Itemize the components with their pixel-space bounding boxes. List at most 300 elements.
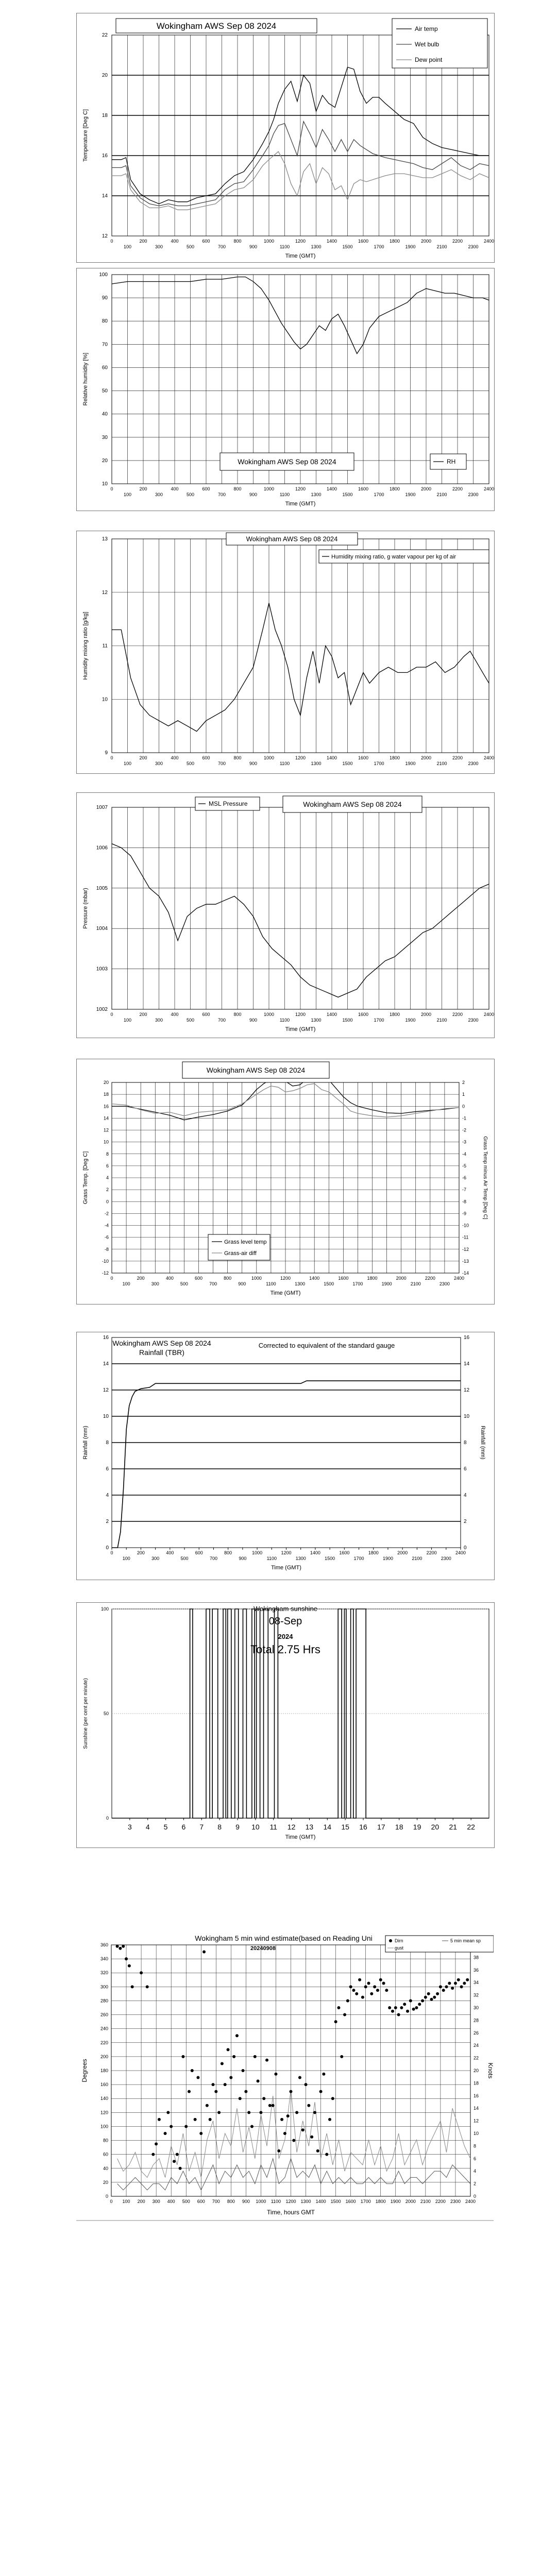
y-tick-label: 1005	[96, 885, 108, 891]
y-axis-label: Pressure (mbar)	[82, 888, 89, 929]
dirn-point	[454, 1982, 457, 1985]
x-tick-label: 1600	[338, 1276, 349, 1281]
x-tick-label: 1900	[405, 244, 416, 249]
x-tick-label: 500	[186, 492, 195, 497]
x-tick-label: 1300	[295, 1281, 306, 1286]
mixing-ratio-chart-svg	[77, 531, 494, 773]
y2-tick-label: 12	[474, 2118, 479, 2124]
x-tick-label: 8	[217, 1823, 222, 1831]
x-tick-label: 2000	[420, 486, 432, 492]
sunshine-total: Total 2.75 Hrs	[250, 1643, 320, 1656]
dirn-point	[391, 2010, 394, 2013]
dirn-point	[439, 1985, 442, 1988]
x-tick-label: 2100	[410, 1281, 421, 1286]
x-tick-label: 900	[249, 244, 258, 249]
y-tick-label: 40	[103, 2165, 108, 2171]
x-tick-label: 2200	[425, 1276, 435, 1281]
x-tick-label: 1700	[374, 492, 384, 497]
x-tick-label: 800	[233, 1012, 242, 1017]
dirn-point	[436, 1992, 439, 1995]
rainfall-chart-svg	[77, 1332, 494, 1580]
x-tick-label: 0	[110, 755, 113, 760]
y-tick-label: 40	[102, 411, 108, 417]
chart-subtitle: Rainfall (TBR)	[139, 1348, 184, 1357]
dirn-point	[140, 1971, 143, 1974]
legend-label: Wet bulb	[415, 41, 439, 48]
x-tick-label: 100	[123, 1018, 132, 1023]
y-tick-label: 20	[103, 1080, 109, 1085]
dirn-point	[262, 2097, 265, 2100]
x-tick-label: 0	[110, 1550, 113, 1555]
y2-tick-label: 12	[464, 1387, 470, 1393]
y2-tick-label: 0	[462, 1104, 465, 1109]
x-tick-label: 1300	[311, 492, 322, 497]
chart-date: 08-Sep	[268, 1616, 302, 1627]
dirn-point	[179, 2167, 182, 2170]
dirn-point	[242, 2069, 245, 2072]
x-tick-label: 1500	[342, 492, 353, 497]
dirn-point	[253, 2055, 257, 2058]
dirn-point	[364, 1985, 367, 1988]
x-axis-label: Time (GMT)	[285, 1834, 316, 1840]
dirn-point	[370, 1992, 373, 1995]
y2-tick-label: 28	[474, 2018, 479, 2023]
x-tick-label: 1000	[256, 2199, 266, 2204]
x-tick-label: 600	[195, 1550, 203, 1555]
y-tick-label: 300	[100, 1984, 108, 1990]
x-tick-label: 2000	[420, 755, 432, 760]
dirn-point	[173, 2160, 176, 2163]
x-tick-label: 600	[202, 755, 210, 760]
y-tick-label: 240	[100, 2026, 108, 2031]
x-tick-label: 500	[186, 1018, 195, 1023]
x-tick-label: 2300	[468, 244, 479, 249]
x-tick-label: 400	[166, 1550, 174, 1555]
dirn-point	[400, 2006, 403, 2009]
y2-tick-label: 14	[464, 1361, 470, 1367]
x-tick-label: 300	[155, 492, 163, 497]
x-tick-label: 500	[180, 1556, 189, 1561]
dirn-point	[221, 2062, 224, 2065]
legend-label: Air temp	[415, 25, 438, 32]
y-tick-label: 200	[100, 2054, 108, 2059]
y2-tick-label: -7	[462, 1187, 467, 1193]
x-tick-label: 1100	[279, 244, 290, 249]
x-tick-label: 18	[395, 1823, 403, 1831]
dirn-point	[305, 2083, 308, 2086]
dirn-point	[227, 2048, 230, 2051]
y-tick-label: 18	[102, 113, 108, 118]
grass-temp-chart-svg	[77, 1059, 494, 1304]
x-tick-label: 800	[227, 2199, 235, 2204]
y-axis-label: Degrees	[81, 2059, 88, 2082]
x-tick-label: 1200	[285, 2199, 296, 2204]
x-tick-label: 900	[249, 761, 258, 766]
dirn-point	[322, 2073, 325, 2076]
x-tick-label: 200	[139, 755, 147, 760]
y-tick-label: 320	[100, 1970, 108, 1976]
x-tick-label: 1600	[358, 486, 369, 492]
y-axis-label: Humidity mixing ratio [g/kg]	[82, 612, 89, 680]
x-tick-label: 20	[431, 1823, 439, 1831]
dirn-point	[352, 1989, 355, 1992]
y2-tick-label: 2	[462, 1080, 465, 1085]
y2-tick-label: 0	[474, 2194, 477, 2199]
dirn-point	[382, 1982, 385, 1985]
y-tick-label: 50	[103, 1711, 109, 1716]
x-tick-label: 1200	[295, 1012, 306, 1017]
dirn-point	[239, 2097, 242, 2100]
x-tick-label: 600	[194, 1276, 203, 1281]
y2-tick-label: -3	[462, 1139, 467, 1145]
x-tick-label: 4	[145, 1823, 150, 1831]
x-tick-label: 12	[287, 1823, 296, 1831]
x-tick-label: 700	[212, 2199, 220, 2204]
y2-tick-label: 8	[474, 2143, 477, 2149]
y-tick-label: 12	[103, 1387, 109, 1393]
x-tick-label: 1500	[330, 2199, 341, 2204]
x-tick-label: 200	[139, 239, 147, 244]
dirn-point	[415, 2006, 418, 2009]
dirn-point	[388, 2006, 391, 2009]
y2-axis-label: Knots	[487, 2062, 494, 2079]
x-tick-label: 1400	[309, 1276, 320, 1281]
x-axis-label: Time (GMT)	[285, 253, 316, 259]
y-tick-label: 1003	[96, 966, 108, 972]
grass-temp-chart	[76, 1059, 495, 1304]
x-tick-label: 1400	[326, 755, 337, 760]
x-tick-label: 1800	[389, 239, 400, 244]
dirn-point	[442, 1989, 445, 1992]
y-tick-label: 9	[105, 750, 108, 756]
mixing-ratio-chart	[76, 531, 495, 774]
dirn-point	[385, 1989, 388, 1992]
x-tick-label: 1000	[263, 1012, 275, 1017]
dirn-point	[184, 2125, 188, 2128]
x-tick-label: 900	[238, 1281, 246, 1286]
dirn-point	[394, 2006, 397, 2009]
x-tick-label: 500	[186, 244, 195, 249]
wind-chart	[76, 1935, 494, 2223]
y2-tick-label: 10	[464, 1414, 470, 1419]
x-tick-label: 2300	[441, 1556, 451, 1561]
y-tick-label: 16	[103, 1104, 109, 1109]
x-tick-label: 0	[110, 239, 113, 244]
legend-label: Grass level temp	[224, 1239, 267, 1245]
y2-tick-label: -2	[462, 1127, 467, 1133]
y-tick-label: 12	[103, 1127, 109, 1133]
x-tick-label: 2400	[465, 2199, 476, 2204]
dirn-point	[343, 2013, 346, 2016]
y2-tick-label: -12	[462, 1246, 469, 1252]
y2-tick-label: 22	[474, 2055, 479, 2061]
x-tick-label: 700	[209, 1556, 217, 1561]
dirn-point	[191, 2069, 194, 2072]
dirn-point	[445, 1985, 448, 1988]
dirn-point	[131, 1985, 134, 1988]
chart-title: Wokingham 5 min wind estimate(based on Reading Uni	[195, 1935, 373, 1942]
x-tick-label: 2100	[436, 1018, 447, 1023]
x-tick-label: 1100	[279, 492, 290, 497]
x-tick-label: 300	[151, 1281, 159, 1286]
legend-label: Dew point	[415, 56, 443, 63]
dirn-point	[349, 1985, 352, 1988]
x-tick-label: 1600	[339, 1550, 350, 1555]
x-tick-label: 2300	[468, 492, 479, 497]
dirn-point	[125, 1957, 128, 1960]
dirn-point	[217, 2111, 221, 2114]
x-tick-label: 1800	[367, 1276, 378, 1281]
y2-tick-label: 20	[474, 2068, 479, 2073]
y-tick-label: 20	[102, 457, 108, 464]
x-axis-label: Time, hours GMT	[267, 2209, 315, 2216]
plot-area	[101, 1606, 489, 1831]
x-tick-label: 600	[202, 1012, 210, 1017]
x-tick-label: 2400	[483, 1012, 494, 1017]
y-tick-label: 12	[102, 589, 108, 596]
x-tick-label: 1600	[358, 1012, 369, 1017]
plot-area	[102, 1078, 469, 1286]
x-tick-label: 2000	[405, 2199, 416, 2204]
dirn-point	[265, 2059, 268, 2062]
y-tick-label: 16	[103, 1335, 109, 1341]
x-tick-label: 500	[180, 1281, 188, 1286]
x-tick-label: 900	[249, 1018, 258, 1023]
y-axis-label: Sunshine (per cent per minute)	[83, 1678, 89, 1749]
chart-title: Wokingham AWS Sep 08 2024	[303, 800, 402, 808]
y-tick-label: -4	[104, 1223, 109, 1228]
y-tick-label: 10	[102, 697, 108, 703]
y2-tick-label: 36	[474, 1967, 479, 1973]
x-tick-label: 1300	[311, 244, 322, 249]
correction-note: Corrected to equivalent of the standard gauge	[258, 1342, 395, 1349]
dirn-point	[202, 1951, 206, 1954]
dirn-point	[463, 1982, 466, 1985]
dirn-point	[328, 2118, 331, 2121]
dirn-point	[146, 1985, 149, 1988]
y2-tick-label: -5	[462, 1163, 467, 1168]
x-tick-label: 300	[151, 1556, 160, 1561]
dirn-point	[331, 2097, 334, 2100]
x-tick-label: 2300	[468, 761, 479, 766]
x-tick-label: 10	[251, 1823, 260, 1831]
y-tick-label: 340	[100, 1956, 108, 1962]
y2-tick-label: 2	[464, 1519, 467, 1524]
dirn-point	[310, 2136, 313, 2139]
x-tick-label: 1100	[279, 1018, 290, 1023]
x-tick-label: 3	[127, 1823, 132, 1831]
x-tick-label: 100	[122, 1281, 130, 1286]
x-tick-label: 300	[155, 1018, 163, 1023]
x-tick-label: 1900	[405, 492, 416, 497]
x-tick-label: 500	[186, 761, 195, 766]
y-tick-label: 70	[102, 342, 108, 348]
y-tick-label: 2	[106, 1187, 109, 1193]
x-tick-label: 1400	[315, 2199, 326, 2204]
y-tick-label: 1004	[96, 926, 108, 932]
x-tick-label: 700	[217, 244, 226, 249]
plot-area	[100, 1942, 479, 2204]
x-tick-label: 2300	[439, 1281, 450, 1286]
x-tick-label: 1900	[381, 1281, 392, 1286]
y-tick-label: -6	[104, 1234, 109, 1240]
x-axis-label: Time (GMT)	[285, 501, 316, 507]
dirn-point	[128, 1964, 131, 1968]
x-tick-label: 1700	[374, 761, 384, 766]
x-tick-label: 13	[305, 1823, 314, 1831]
x-tick-label: 2100	[412, 1556, 422, 1561]
chart-year: 2024	[278, 1633, 293, 1640]
x-tick-label: 2400	[455, 1550, 466, 1555]
x-tick-label: 1400	[326, 486, 337, 492]
y-tick-label: 12	[102, 233, 108, 239]
x-tick-label: 11	[269, 1823, 277, 1831]
y2-tick-label: 30	[474, 2005, 479, 2010]
dirn-point	[274, 2073, 277, 2076]
x-tick-label: 600	[202, 239, 210, 244]
dirn-point	[250, 2125, 253, 2128]
x-tick-label: 2000	[420, 1012, 432, 1017]
y2-tick-label: 32	[474, 1992, 479, 1998]
x-tick-label: 2200	[435, 2199, 446, 2204]
dirn-point	[379, 1978, 382, 1981]
x-tick-label: 1900	[390, 2199, 401, 2204]
x-tick-label: 700	[217, 1018, 226, 1023]
x-tick-label: 400	[171, 239, 179, 244]
dirn-point	[170, 2125, 173, 2128]
y-tick-label: 160	[100, 2082, 108, 2088]
x-tick-label: 1100	[266, 1281, 276, 1286]
dirn-point	[298, 2076, 301, 2079]
dirn-point	[283, 2132, 286, 2135]
y-tick-label: 18	[103, 1092, 109, 1097]
dirn-point	[259, 2111, 262, 2114]
x-tick-label: 700	[217, 492, 226, 497]
x-tick-label: 1600	[345, 2199, 356, 2204]
dirn-point	[430, 1998, 433, 2001]
legend-label: gust	[395, 1945, 404, 1951]
x-tick-label: 2300	[468, 1018, 479, 1023]
pressure-chart	[76, 792, 495, 1038]
dirn-point	[232, 2055, 235, 2058]
x-tick-label: 1600	[358, 239, 369, 244]
y-tick-label: 1002	[96, 1007, 108, 1012]
dirn-point	[355, 1992, 358, 1995]
dirn-point	[319, 2090, 323, 2093]
x-tick-label: 2000	[397, 1550, 408, 1555]
x-tick-label: 0	[110, 1276, 113, 1281]
legend-swatch	[389, 1939, 392, 1942]
x-tick-label: 1900	[405, 1018, 416, 1023]
sunshine-chart	[76, 1602, 495, 1848]
x-tick-label: 1700	[374, 244, 384, 249]
dirn-point	[373, 1985, 376, 1988]
humidity-chart-svg	[77, 268, 494, 511]
dirn-point	[367, 1982, 370, 1985]
temperature-chart-svg	[77, 13, 494, 262]
y-tick-label: 220	[100, 2040, 108, 2045]
y2-tick-label: 4	[474, 2168, 477, 2174]
x-tick-label: 17	[377, 1823, 385, 1831]
dirn-point	[295, 2111, 298, 2114]
dirn-point	[199, 2132, 202, 2135]
y-tick-label: 2	[106, 1519, 109, 1524]
x-tick-label: 1800	[375, 2199, 386, 2204]
y2-tick-label: 2	[474, 2181, 477, 2187]
x-tick-label: 1000	[251, 1276, 262, 1281]
x-tick-label: 300	[152, 2199, 160, 2204]
y2-tick-label: 0	[464, 1545, 467, 1551]
y-tick-label: 100	[100, 1606, 109, 1612]
x-tick-label: 200	[139, 1012, 147, 1017]
x-tick-label: 800	[233, 486, 242, 492]
dirn-point	[340, 2055, 343, 2058]
x-tick-label: 2000	[396, 1276, 407, 1281]
dirn-point	[196, 2076, 199, 2079]
y2-tick-label: 24	[474, 2043, 479, 2048]
x-tick-label: 1100	[266, 1556, 277, 1561]
y-tick-label: 0	[105, 2194, 108, 2199]
dirn-point	[229, 2076, 232, 2079]
y-tick-label: 13	[102, 536, 108, 542]
x-tick-label: 5	[163, 1823, 168, 1831]
y-tick-label: 1007	[96, 805, 108, 810]
y-tick-label: 60	[103, 2151, 108, 2157]
y-tick-label: 10	[102, 481, 108, 487]
dirn-point	[224, 2083, 227, 2086]
dirn-point	[181, 2055, 184, 2058]
x-tick-label: 2100	[436, 492, 447, 497]
y-tick-label: -12	[102, 1270, 109, 1276]
legend-label: Humidity mixing ratio, g water vapour per kg of air	[331, 554, 457, 560]
dirn-point	[448, 1982, 451, 1985]
y2-tick-label: 10	[474, 2131, 479, 2136]
dirn-point	[194, 2118, 197, 2121]
y-tick-label: 20	[103, 2179, 108, 2185]
x-tick-label: 100	[123, 761, 132, 766]
x-tick-label: 1400	[326, 1012, 337, 1017]
dirn-point	[280, 2118, 283, 2121]
x-tick-label: 200	[137, 2199, 145, 2204]
dirn-point	[313, 2111, 316, 2114]
dirn-point	[334, 2020, 337, 2023]
y2-tick-label: 26	[474, 2030, 479, 2036]
y2-tick-label: 1	[462, 1092, 465, 1097]
y2-tick-label: 16	[464, 1335, 470, 1341]
dirn-point	[277, 2149, 280, 2153]
dirn-point	[209, 2118, 212, 2121]
dirn-point	[427, 1992, 430, 1995]
x-tick-label: 2100	[420, 2199, 431, 2204]
dirn-point	[292, 2139, 295, 2142]
dirn-point	[466, 1978, 469, 1981]
x-tick-label: 500	[182, 2199, 190, 2204]
x-tick-label: 2100	[436, 761, 447, 766]
x-tick-label: 800	[224, 1276, 232, 1281]
y2-tick-label: -11	[462, 1234, 469, 1240]
x-tick-label: 1500	[342, 1018, 353, 1023]
y2-tick-label: 6	[464, 1466, 467, 1472]
x-tick-label: 900	[242, 2199, 250, 2204]
x-tick-label: 1100	[270, 2199, 281, 2204]
dirn-point	[235, 2034, 239, 2037]
y-tick-label: 1006	[96, 845, 108, 851]
legend	[385, 1936, 494, 1952]
x-tick-label: 2200	[452, 1012, 463, 1017]
plot-area	[102, 536, 494, 766]
dirn-point	[307, 2104, 310, 2107]
x-tick-label: 400	[171, 1012, 179, 1017]
